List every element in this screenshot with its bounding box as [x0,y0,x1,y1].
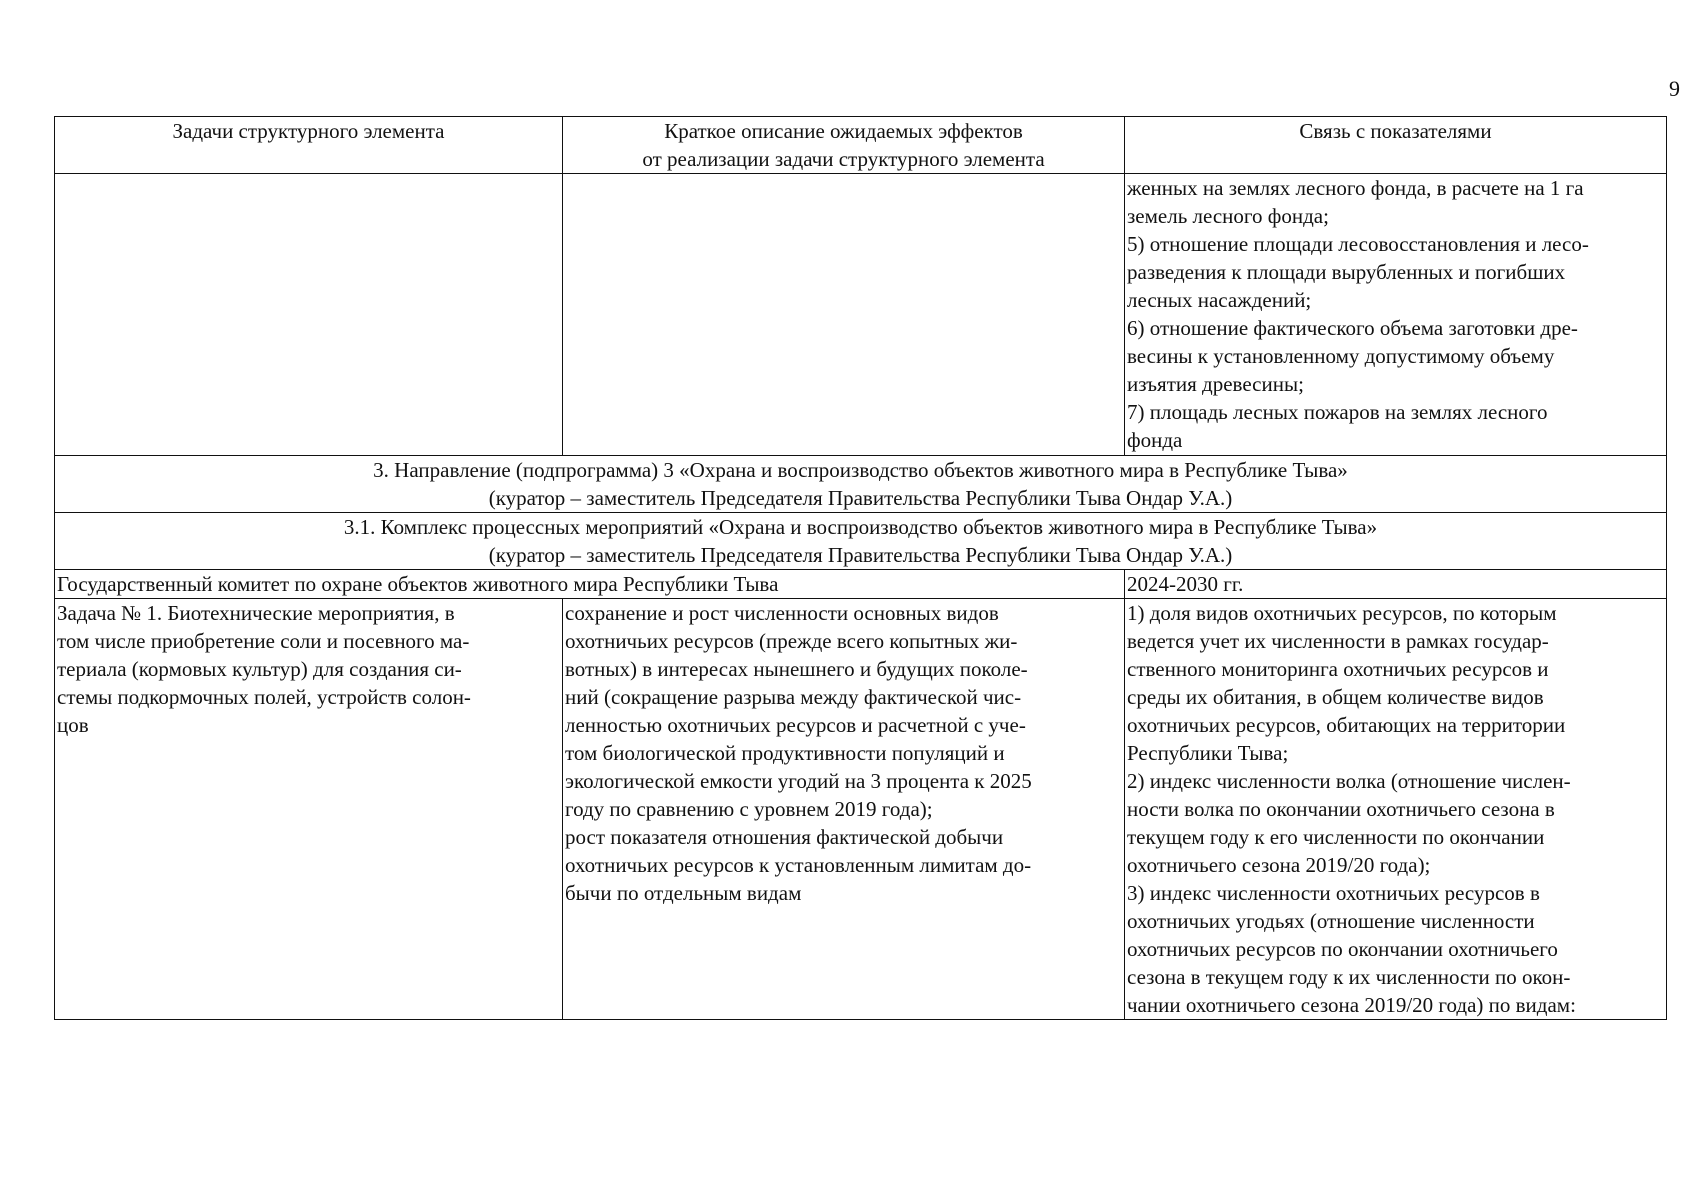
text-line: рост показателя отношения фактической добычи [565,825,1004,849]
continuation-indicators-cell [1125,174,1667,456]
text-line: Республики Тыва; [1127,741,1289,765]
task-1-indicators [1125,599,1667,1020]
text-line: разведения к площади вырубленных и погибших [1127,260,1566,284]
responsible-org: Государственный комитет по охране объектов животного мира Республики Тыва [55,570,1125,599]
text-line: охотничьих ресурсов по окончании охотничьего [1127,937,1558,961]
text-line: ведется учет их численности в рамках государ- [1127,629,1549,653]
structural-elements-table [54,116,1667,1020]
page-number: 9 [1669,76,1680,101]
text-line: текущем году к его численности по окончании [1127,825,1545,849]
text-line: охотничьих ресурсов, обитающих на территории [1127,713,1566,737]
task-1-description-lines [57,599,560,739]
text-line: 2) индекс численности волка (отношение числен- [1127,769,1571,793]
text-line: охотничьих ресурсов к установленным лимитам до- [565,853,1032,877]
section-3-1-title: 3.1. Комплекс процессных мероприятий «Охрана и воспроизводство объектов животного мира в Республике Тыва» (куратор – заместитель Председателя Правительства Республики Тыва Ондар У.А.) [55,513,1667,570]
continuation-tasks-cell [55,174,563,456]
task-1-effects [563,599,1125,1020]
task-1-effects-lines [565,599,1122,907]
text-line: ний (сокращение разрыва между фактической чис- [565,685,1022,709]
text-line: чании охотничьего сезона 2019/20 года) по видам: [1127,993,1576,1017]
text-line: женных на землях лесного фонда, в расчете на 1 га [1127,176,1584,200]
text-line: охотничьего сезона 2019/20 года); [1127,853,1431,877]
text-line: среды их обитания, в общем количестве видов [1127,685,1544,709]
responsible-period: 2024-2030 гг. [1125,570,1667,599]
continuation-indicators-lines [1127,174,1664,454]
text-line: Задача № 1. Биотехнические мероприятия, в [57,601,455,625]
text-line: земель лесного фонда; [1127,204,1329,228]
table-header-row [55,117,1667,174]
section-3-row [55,456,1667,513]
text-line: лесных насаждений; [1127,288,1312,312]
header-tasks: Задачи структурного элемента [55,117,563,174]
section-3-title: 3. Направление (подпрограмма) 3 «Охрана и воспроизводство объектов животного мира в Республике Тыва» (куратор – заместитель Председателя Правительства Республики Тыва Ондар У.А.) [55,456,1667,513]
text-line: стемы подкормочных полей, устройств солон- [57,685,471,709]
text-line: цов [57,713,89,737]
text-line: териала (кормовых культур) для создания си- [57,657,462,681]
text-line: 7) площадь лесных пожаров на землях лесного [1127,400,1548,424]
text-line: 6) отношение фактического объема заготовки дре- [1127,316,1578,340]
text-line: 3) индекс численности охотничьих ресурсов в [1127,881,1540,905]
task-1-description [55,599,563,1020]
text-line: охотничьих ресурсов (прежде всего копытных жи- [565,629,1018,653]
task-1-indicators-lines [1127,599,1664,1019]
text-line: 5) отношение площади лесовосстановления и лесо- [1127,232,1589,256]
text-line: ности волка по окончании охотничьего сезона в [1127,797,1555,821]
header-effects: Краткое описание ожидаемых эффектов от реализации задачи структурного элемента [563,117,1125,174]
text-line: весины к установленному допустимому объему [1127,344,1555,368]
text-line: ленностью охотничьих ресурсов и расчетной с уче- [565,713,1026,737]
text-line: вотных) в интересах нынешнего и будущих поколе- [565,657,1028,681]
continuation-row [55,174,1667,456]
text-line: ственного мониторинга охотничьих ресурсов и [1127,657,1549,681]
text-line: фонда [1127,428,1183,452]
header-indicators: Связь с показателями [1125,117,1667,174]
continuation-effects-cell [563,174,1125,456]
text-line: бычи по отдельным видам [565,881,802,905]
section-3-1-row [55,513,1667,570]
text-line: охотничьих угодьях (отношение численности [1127,909,1535,933]
task-1-row [55,599,1667,1020]
text-line: изъятия древесины; [1127,372,1304,396]
text-line: году по сравнению с уровнем 2019 года); [565,797,933,821]
text-line: том биологической продуктивности популяций и [565,741,1005,765]
responsible-row [55,570,1667,599]
text-line: экологической емкости угодий на 3 процента к 2025 [565,769,1032,793]
text-line: сезона в текущем году к их численности по окон- [1127,965,1571,989]
text-line: том числе приобретение соли и посевного ма- [57,629,470,653]
text-line: сохранение и рост численности основных видов [565,601,999,625]
text-line: 1) доля видов охотничьих ресурсов, по которым [1127,601,1557,625]
